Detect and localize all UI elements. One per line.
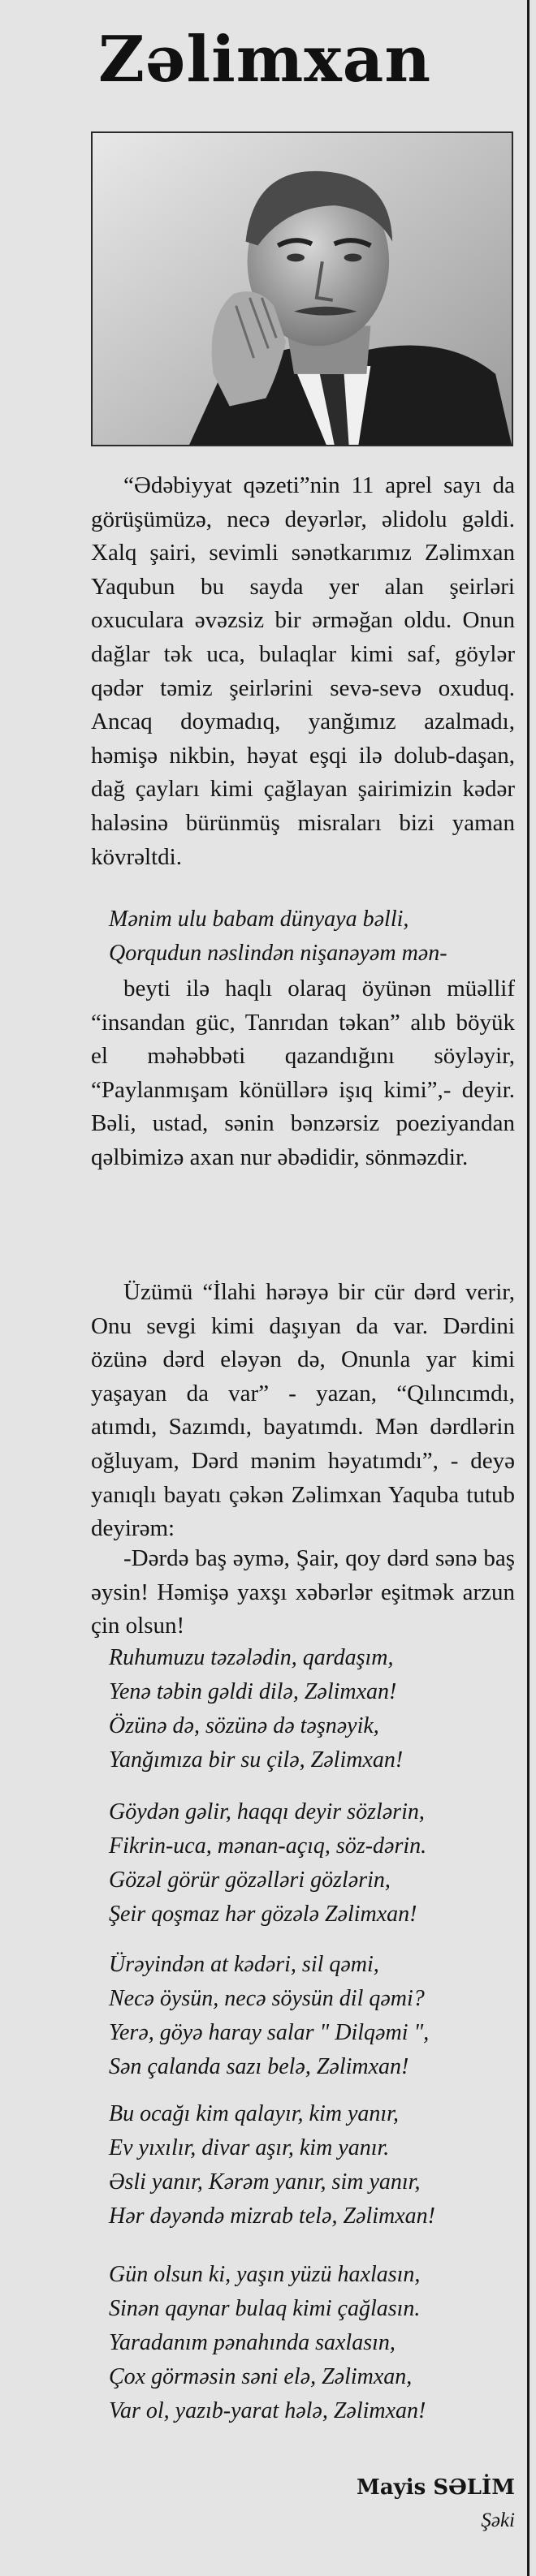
verse-line: Əsli yanır, Kərəm yanır, sim yanır, — [109, 2169, 421, 2195]
verse-line: Qorqudun nəslindən nişanəyəm mən- — [109, 941, 447, 966]
verse-line: Sinən qaynar bulaq kimi çağlasın. — [109, 2296, 421, 2321]
poem-stanza — [109, 1641, 515, 1777]
verse-line: Sən çalanda sazı belə, Zəlimxan! — [109, 2054, 409, 2079]
poem-stanza — [109, 1795, 515, 1932]
author-signature: Mayis SƏLİM — [357, 2475, 515, 2500]
verse-line: Ruhumuzu təzələdin, qardaşım, — [109, 1645, 394, 1670]
verse-line: Ürəyindən at kədəri, sil qəmi, — [109, 1952, 379, 1977]
verse-line: Yenə təbin gəldi dilə, Zəlimxan! — [109, 1679, 397, 1704]
verse-line: Fikrin-uca, mənan-açıq, söz-dərin. — [109, 1833, 427, 1859]
poem-stanza — [109, 1948, 515, 2084]
verse-line: Bu ocağı kim qalayır, kim yanır, — [109, 2101, 399, 2126]
portrait-image — [93, 133, 512, 445]
column-rule — [527, 0, 530, 2576]
verse-line: Çox görməsin səni elə, Zəlimxan, — [109, 2364, 413, 2389]
verse-line: Hər dəyəndə mizrab telə, Zəlimxan! — [109, 2203, 435, 2229]
portrait-photo — [91, 131, 513, 446]
verse-line: Yaradanım pənahında saxlasın, — [109, 2330, 396, 2355]
verse-line: Gözəl görür gözəlləri gözlərin, — [109, 1867, 391, 1893]
verse-line: Yanğımıza bir su çilə, Zəlimxan! — [109, 1747, 404, 1773]
verse-line: Gün olsun ki, yaşın yüzü haxlasın, — [109, 2262, 421, 2287]
verse-line: Yerə, göyə haray salar " Dilqəmi ", — [109, 2020, 430, 2045]
body-paragraph: Üzümü “İlahi hərəyə bir cür dərd verir, Onu sevgi kimi daşıyan da var. Dərdini özünə dərd eləyən də, Onunla yar kimi yaşayan da var” - yazan, “Qılıncımdı, atımdı, Sazımdı, bayatımdı. Mən dərdlərin oğluyam, Dərd mənim həyatımdı”, - deyə yanıqlı bayatı çəkən Zəlimxan Yaquba tutub deyirəm: — [91, 1279, 515, 1542]
intro-paragraph: “Ədəbiyyat qəzeti”nin 11 aprel sayı da görüşümüzə, necə deyərlər, əlidolu gəldi. Xalq şairi, sevimli sənətkarımız Zəlimxan Yaqubun bu sayda yer alan şeirləri oxuculara əvəzsiz bir ərməğan oldu. Onun dağlar tək uca, bulaqlar kimi saf, göylər qədər təmiz şeirlərini sevə-sevə oxuduq. Ancaq doymadıq, yanğımız azalmadı, həmişə nikbin, həyat eşqi ilə dolub-daşan, dağ çayları kimi çağlayan şairimizin kədər haləsinə bürünmüş misraları bizi yaman kövrəltdi. — [91, 472, 515, 870]
poem-stanza — [109, 2097, 515, 2234]
body-paragraph: -Dərdə baş əymə, Şair, qoy dərd sənə baş əysin! Həmişə yaxşı xəbərlər eşitmək arzun çin olsun! — [91, 1545, 515, 1639]
poem-stanza — [109, 2258, 515, 2428]
verse-line: Göydən gəlir, haqqı deyir sözlərin, — [109, 1799, 425, 1824]
body-paragraph: beyti ilə haqlı olaraq öyünən müəllif “insandan güc, Tanrıdan təkan” alıb böyük el məhəbbəti qazandığını söyləyir, “Paylanmışam könüllərə işıq kimi”,- deyir. Bəli, ustad, sənin bənzərsiz poeziyandan qəlbimizə axan nur əbədidir, sönməzdir. — [91, 976, 515, 1170]
article-title: Zəlimxan — [97, 23, 432, 97]
verse-line: Ev yıxılır, divar aşır, kim yanır. — [109, 2135, 390, 2160]
verse-line: Necə öysün, necə söysün dil qəmi? — [109, 1986, 425, 2011]
verse-line: Özünə də, sözünə də təşnəyik, — [109, 1713, 379, 1738]
verse-line: Mənim ulu babam dünyaya bəlli, — [109, 907, 409, 932]
author-place: Şəki — [481, 2509, 515, 2531]
quoted-verse — [109, 902, 515, 971]
verse-line: Var ol, yazıb-yarat hələ, Zəlimxan! — [109, 2398, 426, 2423]
verse-line: Şeir qoşmaz hər gözələ Zəlimxan! — [109, 1902, 417, 1927]
